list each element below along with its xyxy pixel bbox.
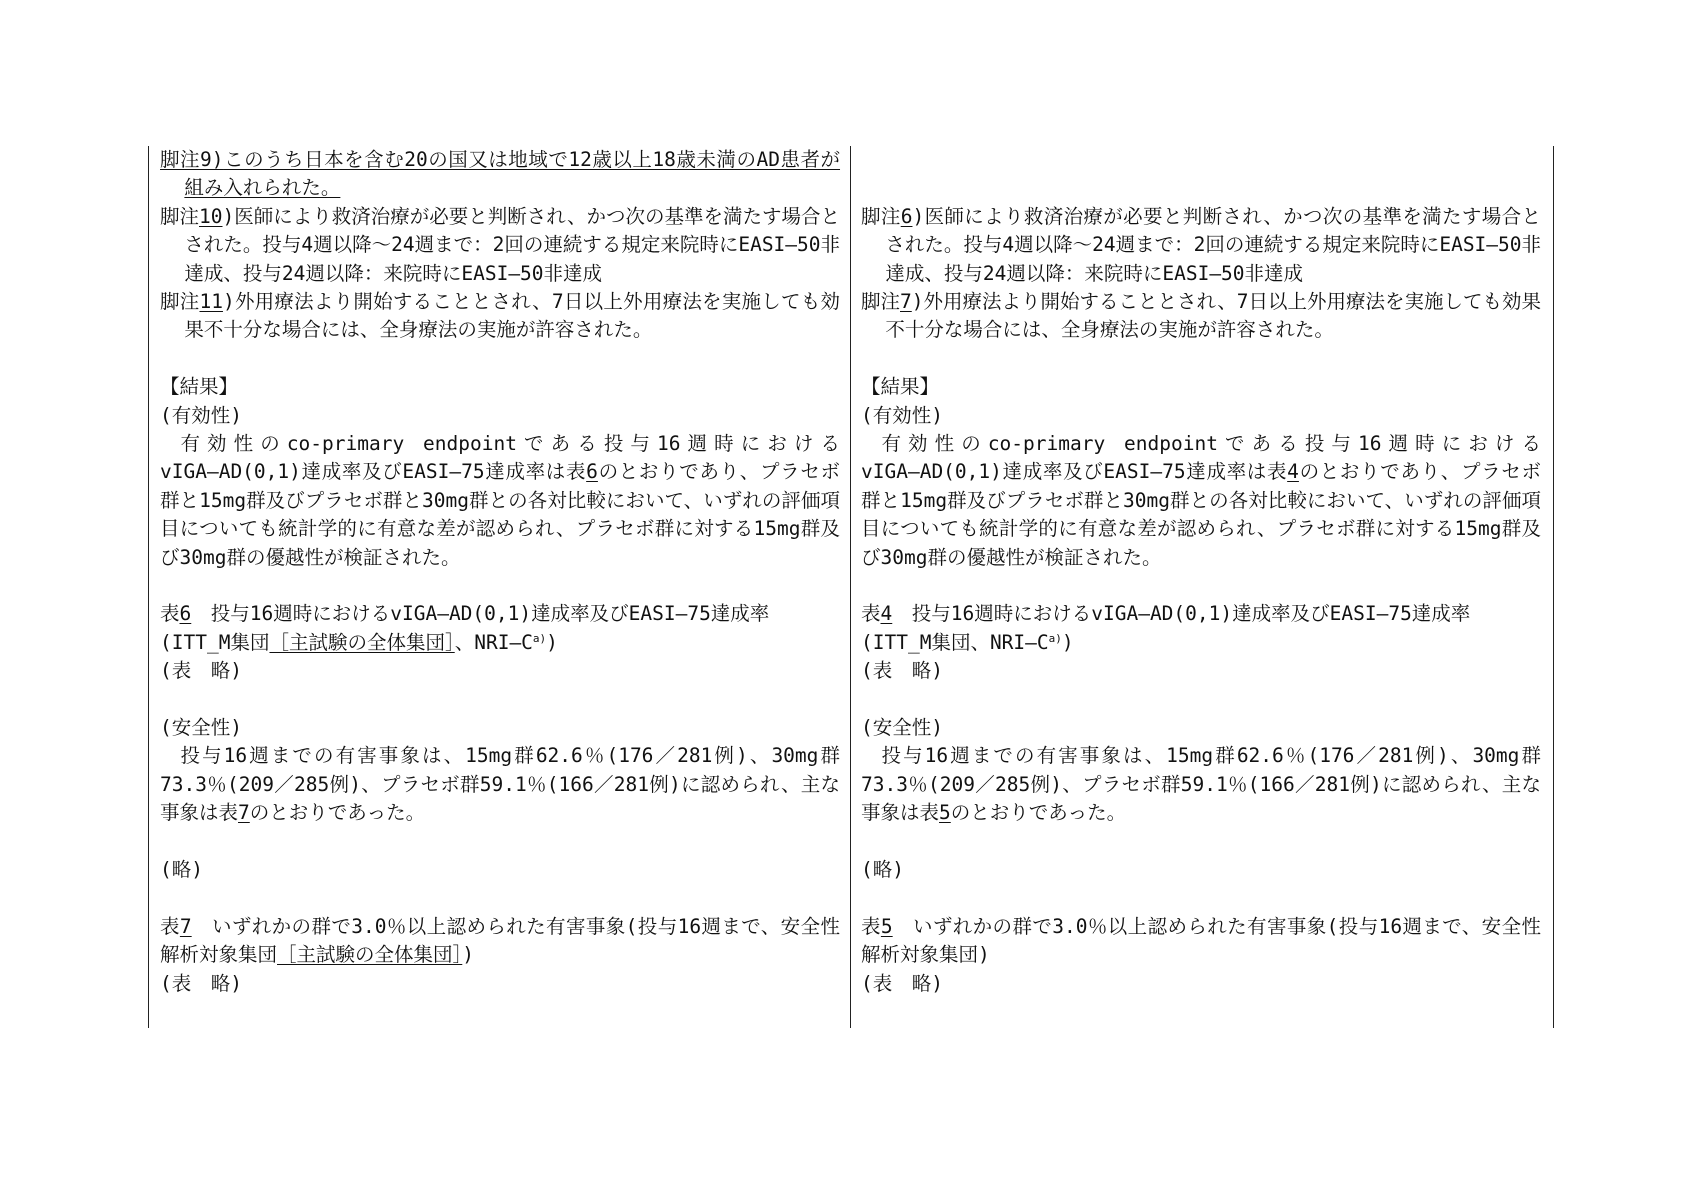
omitted-note: (略)	[861, 858, 904, 882]
safety-heading: (安全性)	[160, 716, 242, 740]
table-6-subcaption: (ITT_M集団［主試験の全体集団］、$NRI―C^{a)}$)	[160, 630, 558, 654]
efficacy-paragraph: 有効性のco-primary endpointである投与16週時におけるvIGA―AD(0,1)達成率及びEASI―75達成率は表4のとおりであり、プラセボ群と15mg群及びプラセボ群と30mg群との各対比較において、いずれの評価項目についても統計学的に有意な差が認められ、プラセボ群に対する15mg群及び30mg群の優越性が検証された。	[861, 432, 1541, 569]
right-column	[861, 146, 1541, 998]
footnote-6: 脚注6)医師により救済治療が必要と判断され、かつ次の基準を満たす場合とされた。投与4週以降～24週まで：2回の連続する規定来院時にEASI―50非達成、投与24週以降：来院時にEASI―50非達成	[861, 204, 1542, 285]
table-4-caption: 表4 投与16週時におけるvIGA―AD(0,1)達成率及びEASI―75達成率	[861, 602, 1471, 626]
table-5-caption: 表5 いずれかの群で3.0％以上認められた有害事象(投与16週まで、安全性解析対象集団)	[861, 914, 1541, 967]
column-divider	[850, 146, 851, 1028]
footnote-7: 脚注7)外用療法より開始することとされ、7日以上外用療法を実施しても効果不十分な場合には、全身療法の実施が許容された。	[861, 290, 1541, 342]
results-heading: 【結果】	[160, 375, 239, 399]
table-omitted: (表 略)	[861, 659, 943, 683]
efficacy-paragraph: 有効性のco-primary endpointである投与16週時におけるvIGA―AD(0,1)達成率及びEASI―75達成率は表6のとおりであり、プラセボ群と15mg群及びプラセボ群と30mg群との各対比較において、いずれの評価項目についても統計学的に有意な差が認められ、プラセボ群に対する15mg群及び30mg群の優越性が検証された。	[160, 432, 840, 569]
omitted-note: (略)	[160, 858, 203, 882]
table-omitted-2: (表 略)	[861, 971, 943, 995]
safety-heading: (安全性)	[861, 716, 943, 740]
efficacy-heading: (有効性)	[861, 403, 943, 427]
table-omitted-2: (表 略)	[160, 971, 242, 995]
left-column	[160, 146, 840, 998]
footnote-9: 脚注9)このうち日本を含む20の国又は地域で12歳以上18歳未満のAD患者が組み入れられた。	[160, 148, 841, 200]
footnote-10: 脚注10)医師により救済治療が必要と判断され、かつ次の基準を満たす場合とされた。投与4週以降～24週まで：2回の連続する規定来院時にEASI―50非達成、投与24週以降：来院時にEASI―50非達成	[160, 204, 841, 285]
footnote-11: 脚注11)外用療法より開始することとされ、7日以上外用療法を実施しても効果不十分な場合には、全身療法の実施が許容された。	[160, 290, 840, 342]
table-6-caption: 表6 投与16週時におけるvIGA―AD(0,1)達成率及びEASI―75達成率	[160, 602, 770, 626]
table-4-subcaption: (ITT_M集団、$NRI―C^{a)}$)	[861, 630, 1074, 654]
safety-paragraph: 投与16週までの有害事象は、15mg群62.6％(176／281例)、30mg群73.3％(209／285例)、プラセボ群59.1％(166／281例)に認められ、主な事象は表5のとおりであった。	[861, 744, 1541, 825]
table-omitted: (表 略)	[160, 659, 242, 683]
efficacy-heading: (有効性)	[160, 403, 242, 427]
safety-paragraph: 投与16週までの有害事象は、15mg群62.6％(176／281例)、30mg群73.3％(209／285例)、プラセボ群59.1％(166／281例)に認められ、主な事象は表7のとおりであった。	[160, 744, 840, 825]
comparison-table	[148, 146, 1554, 1028]
results-heading: 【結果】	[861, 375, 940, 399]
table-7-caption: 表7 いずれかの群で3.0％以上認められた有害事象(投与16週まで、安全性解析対象集団［主試験の全体集団］)	[160, 914, 840, 967]
